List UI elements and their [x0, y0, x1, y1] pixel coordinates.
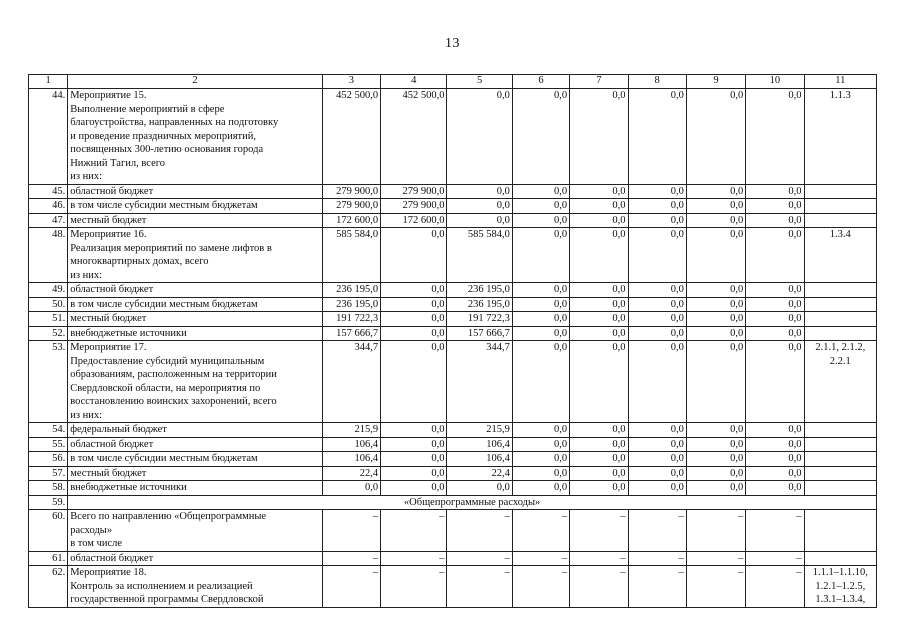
value-cell: 279 900,0 — [322, 199, 380, 214]
table-row — [29, 297, 877, 312]
value-cell: 0,0 — [570, 466, 628, 481]
item-name-cell: областной бюджет — [68, 283, 323, 298]
value-cell: 0,0 — [628, 423, 686, 438]
value-cell: 215,9 — [447, 423, 512, 438]
column-header: 3 — [322, 75, 380, 89]
value-cell: 0,0 — [686, 452, 745, 467]
row-number-cell: 46. — [29, 199, 68, 214]
value-cell: 0,0 — [686, 341, 745, 423]
value-cell: 0,0 — [746, 213, 804, 228]
value-cell: – — [381, 510, 447, 552]
value-cell: – — [746, 551, 804, 566]
column-header: 9 — [686, 75, 745, 89]
item-name-cell: внебюджетные источники — [68, 481, 323, 496]
column-header: 11 — [804, 75, 876, 89]
value-cell: 0,0 — [628, 312, 686, 327]
column-header: 6 — [512, 75, 569, 89]
value-cell: 0,0 — [570, 184, 628, 199]
value-cell: 585 584,0 — [322, 228, 380, 283]
value-cell: 0,0 — [746, 297, 804, 312]
table-row — [29, 341, 877, 423]
value-cell: 0,0 — [686, 326, 745, 341]
item-name-cell: областной бюджет — [68, 437, 323, 452]
table-row — [29, 312, 877, 327]
row-number-cell: 49. — [29, 283, 68, 298]
table-row — [29, 466, 877, 481]
value-cell: 0,0 — [512, 184, 569, 199]
item-name-cell: Мероприятие 15. Выполнение мероприятий в сфере благоустройства, направленных на подготовку и проведение праздничных мероприятий, посвященных 300-летию основания города Нижний Тагил, всего из них: — [68, 89, 323, 185]
table-row — [29, 213, 877, 228]
value-cell: – — [686, 510, 745, 552]
value-cell: 0,0 — [512, 283, 569, 298]
item-name-cell: внебюджетные источники — [68, 326, 323, 341]
value-cell: – — [447, 566, 512, 608]
value-cell: 0,0 — [746, 341, 804, 423]
value-cell: 0,0 — [746, 199, 804, 214]
value-cell: – — [322, 566, 380, 608]
target-code-cell: 1.1.3 — [804, 89, 876, 185]
value-cell: 0,0 — [686, 466, 745, 481]
value-cell: 0,0 — [447, 213, 512, 228]
value-cell: 0,0 — [381, 297, 447, 312]
column-header: 1 — [29, 75, 68, 89]
row-number-cell: 52. — [29, 326, 68, 341]
table-row — [29, 551, 877, 566]
value-cell: 0,0 — [686, 228, 745, 283]
value-cell: 0,0 — [570, 423, 628, 438]
table-header-row — [29, 75, 877, 89]
column-header: 4 — [381, 75, 447, 89]
value-cell: 0,0 — [381, 437, 447, 452]
target-code-cell — [804, 510, 876, 552]
value-cell: 0,0 — [512, 481, 569, 496]
value-cell: 106,4 — [322, 437, 380, 452]
item-name-cell: Мероприятие 17. Предоставление субсидий муниципальным образованиям, расположенным на территории Свердловской области, на мероприятия по восстановлению воинских захоронений, всего из них: — [68, 341, 323, 423]
value-cell: 106,4 — [447, 452, 512, 467]
target-code-cell — [804, 437, 876, 452]
value-cell: 0,0 — [628, 466, 686, 481]
table-row — [29, 228, 877, 283]
value-cell: 0,0 — [570, 199, 628, 214]
value-cell: – — [628, 510, 686, 552]
value-cell: 106,4 — [447, 437, 512, 452]
target-code-cell — [804, 312, 876, 327]
value-cell: 0,0 — [512, 228, 569, 283]
item-name-cell: местный бюджет — [68, 312, 323, 327]
target-code-cell — [804, 297, 876, 312]
target-code-cell — [804, 283, 876, 298]
value-cell: 0,0 — [381, 466, 447, 481]
table-row — [29, 423, 877, 438]
value-cell: 236 195,0 — [447, 297, 512, 312]
value-cell: 0,0 — [322, 481, 380, 496]
value-cell: 0,0 — [746, 466, 804, 481]
row-number-cell: 61. — [29, 551, 68, 566]
table-row — [29, 437, 877, 452]
target-code-cell: 1.3.4 — [804, 228, 876, 283]
table-row — [29, 283, 877, 298]
value-cell: – — [322, 510, 380, 552]
value-cell: 0,0 — [381, 312, 447, 327]
target-code-cell — [804, 213, 876, 228]
target-code-cell — [804, 466, 876, 481]
row-number-cell: 62. — [29, 566, 68, 608]
value-cell: 157 666,7 — [447, 326, 512, 341]
value-cell: 191 722,3 — [447, 312, 512, 327]
value-cell: 0,0 — [628, 481, 686, 496]
value-cell: 344,7 — [322, 341, 380, 423]
value-cell: 172 600,0 — [381, 213, 447, 228]
value-cell: 0,0 — [512, 213, 569, 228]
value-cell: – — [570, 566, 628, 608]
value-cell: 0,0 — [570, 297, 628, 312]
column-header: 2 — [68, 75, 323, 89]
value-cell: 0,0 — [447, 184, 512, 199]
value-cell: 0,0 — [686, 184, 745, 199]
item-name-cell: местный бюджет — [68, 466, 323, 481]
value-cell: – — [512, 566, 569, 608]
value-cell: 0,0 — [686, 312, 745, 327]
value-cell: 0,0 — [512, 423, 569, 438]
value-cell: 0,0 — [746, 228, 804, 283]
table-row — [29, 510, 877, 552]
value-cell: 0,0 — [686, 437, 745, 452]
row-number-cell: 48. — [29, 228, 68, 283]
row-number-cell: 57. — [29, 466, 68, 481]
value-cell: 0,0 — [628, 283, 686, 298]
value-cell: 0,0 — [381, 452, 447, 467]
value-cell: 0,0 — [746, 437, 804, 452]
value-cell: 0,0 — [512, 452, 569, 467]
target-code-cell — [804, 423, 876, 438]
target-code-cell — [804, 184, 876, 199]
item-name-cell: Всего по направлению «Общепрограммные расходы» в том числе — [68, 510, 323, 552]
item-name-cell: в том числе субсидии местным бюджетам — [68, 452, 323, 467]
value-cell: 0,0 — [570, 326, 628, 341]
target-code-cell: 1.1.1–1.1.10, 1.2.1–1.2.5, 1.3.1–1.3.4, — [804, 566, 876, 608]
value-cell: 0,0 — [628, 199, 686, 214]
value-cell: 0,0 — [746, 89, 804, 185]
value-cell: 0,0 — [746, 184, 804, 199]
item-name-cell: в том числе субсидии местным бюджетам — [68, 297, 323, 312]
table-body — [29, 89, 877, 608]
row-number-cell: 51. — [29, 312, 68, 327]
item-name-cell: Мероприятие 16. Реализация мероприятий по замене лифтов в многоквартирных домах, всего из них: — [68, 228, 323, 283]
value-cell: 0,0 — [686, 199, 745, 214]
value-cell: 0,0 — [570, 213, 628, 228]
value-cell: 0,0 — [746, 452, 804, 467]
value-cell: 0,0 — [447, 199, 512, 214]
value-cell: 0,0 — [512, 312, 569, 327]
table-row — [29, 184, 877, 199]
value-cell: 0,0 — [746, 481, 804, 496]
value-cell: 0,0 — [686, 283, 745, 298]
value-cell: – — [570, 510, 628, 552]
target-code-cell — [804, 326, 876, 341]
row-number-cell: 55. — [29, 437, 68, 452]
value-cell: 0,0 — [381, 423, 447, 438]
table-row — [29, 481, 877, 496]
value-cell: 0,0 — [686, 423, 745, 438]
value-cell: 0,0 — [570, 312, 628, 327]
value-cell: 0,0 — [628, 341, 686, 423]
item-name-cell: областной бюджет — [68, 184, 323, 199]
value-cell: 0,0 — [512, 437, 569, 452]
value-cell: – — [447, 510, 512, 552]
value-cell: 0,0 — [628, 452, 686, 467]
value-cell: 0,0 — [381, 326, 447, 341]
value-cell: 0,0 — [628, 213, 686, 228]
value-cell: – — [381, 551, 447, 566]
row-number-cell: 59. — [29, 495, 68, 510]
value-cell: 0,0 — [746, 283, 804, 298]
value-cell: – — [512, 551, 569, 566]
value-cell: 279 900,0 — [381, 199, 447, 214]
row-number-cell: 60. — [29, 510, 68, 552]
value-cell: 22,4 — [447, 466, 512, 481]
value-cell: 157 666,7 — [322, 326, 380, 341]
value-cell: 0,0 — [628, 89, 686, 185]
column-header: 7 — [570, 75, 628, 89]
item-name-cell: местный бюджет — [68, 213, 323, 228]
target-code-cell — [804, 199, 876, 214]
value-cell: 0,0 — [381, 481, 447, 496]
value-cell: 452 500,0 — [381, 89, 447, 185]
value-cell: 0,0 — [447, 481, 512, 496]
value-cell: 0,0 — [746, 312, 804, 327]
value-cell: 452 500,0 — [322, 89, 380, 185]
value-cell: 0,0 — [447, 89, 512, 185]
item-name-cell: областной бюджет — [68, 551, 323, 566]
value-cell: – — [322, 551, 380, 566]
row-number-cell: 45. — [29, 184, 68, 199]
value-cell: 0,0 — [628, 297, 686, 312]
value-cell: – — [512, 510, 569, 552]
value-cell: 0,0 — [512, 89, 569, 185]
row-number-cell: 47. — [29, 213, 68, 228]
row-number-cell: 44. — [29, 89, 68, 185]
section-title-cell: «Общепрограммные расходы» — [68, 495, 877, 510]
value-cell: 279 900,0 — [322, 184, 380, 199]
value-cell: 279 900,0 — [381, 184, 447, 199]
value-cell: 236 195,0 — [322, 283, 380, 298]
value-cell: 215,9 — [322, 423, 380, 438]
value-cell: – — [746, 510, 804, 552]
value-cell: 0,0 — [628, 437, 686, 452]
value-cell: – — [381, 566, 447, 608]
row-number-cell: 50. — [29, 297, 68, 312]
value-cell: 0,0 — [628, 184, 686, 199]
value-cell: 0,0 — [512, 341, 569, 423]
value-cell: – — [628, 551, 686, 566]
value-cell: 0,0 — [686, 89, 745, 185]
value-cell: 0,0 — [686, 213, 745, 228]
value-cell: 0,0 — [570, 89, 628, 185]
value-cell: 0,0 — [686, 481, 745, 496]
value-cell: 0,0 — [570, 228, 628, 283]
table-row — [29, 452, 877, 467]
value-cell: – — [686, 566, 745, 608]
value-cell: 0,0 — [512, 466, 569, 481]
value-cell: – — [686, 551, 745, 566]
value-cell: 0,0 — [570, 437, 628, 452]
value-cell: 0,0 — [570, 452, 628, 467]
value-cell: – — [628, 566, 686, 608]
table-row — [29, 566, 877, 608]
value-cell: 0,0 — [512, 297, 569, 312]
target-code-cell: 2.1.1, 2.1.2, 2.2.1 — [804, 341, 876, 423]
value-cell: 0,0 — [628, 228, 686, 283]
item-name-cell: федеральный бюджет — [68, 423, 323, 438]
value-cell: 0,0 — [746, 423, 804, 438]
table-row — [29, 326, 877, 341]
row-number-cell: 58. — [29, 481, 68, 496]
value-cell: 0,0 — [381, 341, 447, 423]
target-code-cell — [804, 452, 876, 467]
value-cell: – — [570, 551, 628, 566]
value-cell: 0,0 — [628, 326, 686, 341]
budget-table — [28, 74, 877, 608]
value-cell: 0,0 — [381, 283, 447, 298]
value-cell: 22,4 — [322, 466, 380, 481]
value-cell: 0,0 — [746, 326, 804, 341]
value-cell: 0,0 — [512, 326, 569, 341]
row-number-cell: 56. — [29, 452, 68, 467]
value-cell: 0,0 — [686, 297, 745, 312]
page-number: 13 — [445, 36, 460, 51]
value-cell: 344,7 — [447, 341, 512, 423]
value-cell: 0,0 — [570, 341, 628, 423]
target-code-cell — [804, 551, 876, 566]
value-cell: 0,0 — [381, 228, 447, 283]
value-cell: 0,0 — [512, 199, 569, 214]
value-cell: 191 722,3 — [322, 312, 380, 327]
item-name-cell: Мероприятие 18. Контроль за исполнением и реализацией государственной программы Свердловской — [68, 566, 323, 608]
target-code-cell — [804, 481, 876, 496]
value-cell: – — [447, 551, 512, 566]
column-header: 10 — [746, 75, 804, 89]
value-cell: 106,4 — [322, 452, 380, 467]
value-cell: 0,0 — [570, 283, 628, 298]
column-header: 8 — [628, 75, 686, 89]
table-row — [29, 199, 877, 214]
table-row — [29, 89, 877, 185]
value-cell: 236 195,0 — [447, 283, 512, 298]
column-header: 5 — [447, 75, 512, 89]
value-cell: – — [746, 566, 804, 608]
table-row — [29, 495, 877, 510]
value-cell: 172 600,0 — [322, 213, 380, 228]
value-cell: 236 195,0 — [322, 297, 380, 312]
row-number-cell: 53. — [29, 341, 68, 423]
value-cell: 585 584,0 — [447, 228, 512, 283]
value-cell: 0,0 — [570, 481, 628, 496]
row-number-cell: 54. — [29, 423, 68, 438]
item-name-cell: в том числе субсидии местным бюджетам — [68, 199, 323, 214]
